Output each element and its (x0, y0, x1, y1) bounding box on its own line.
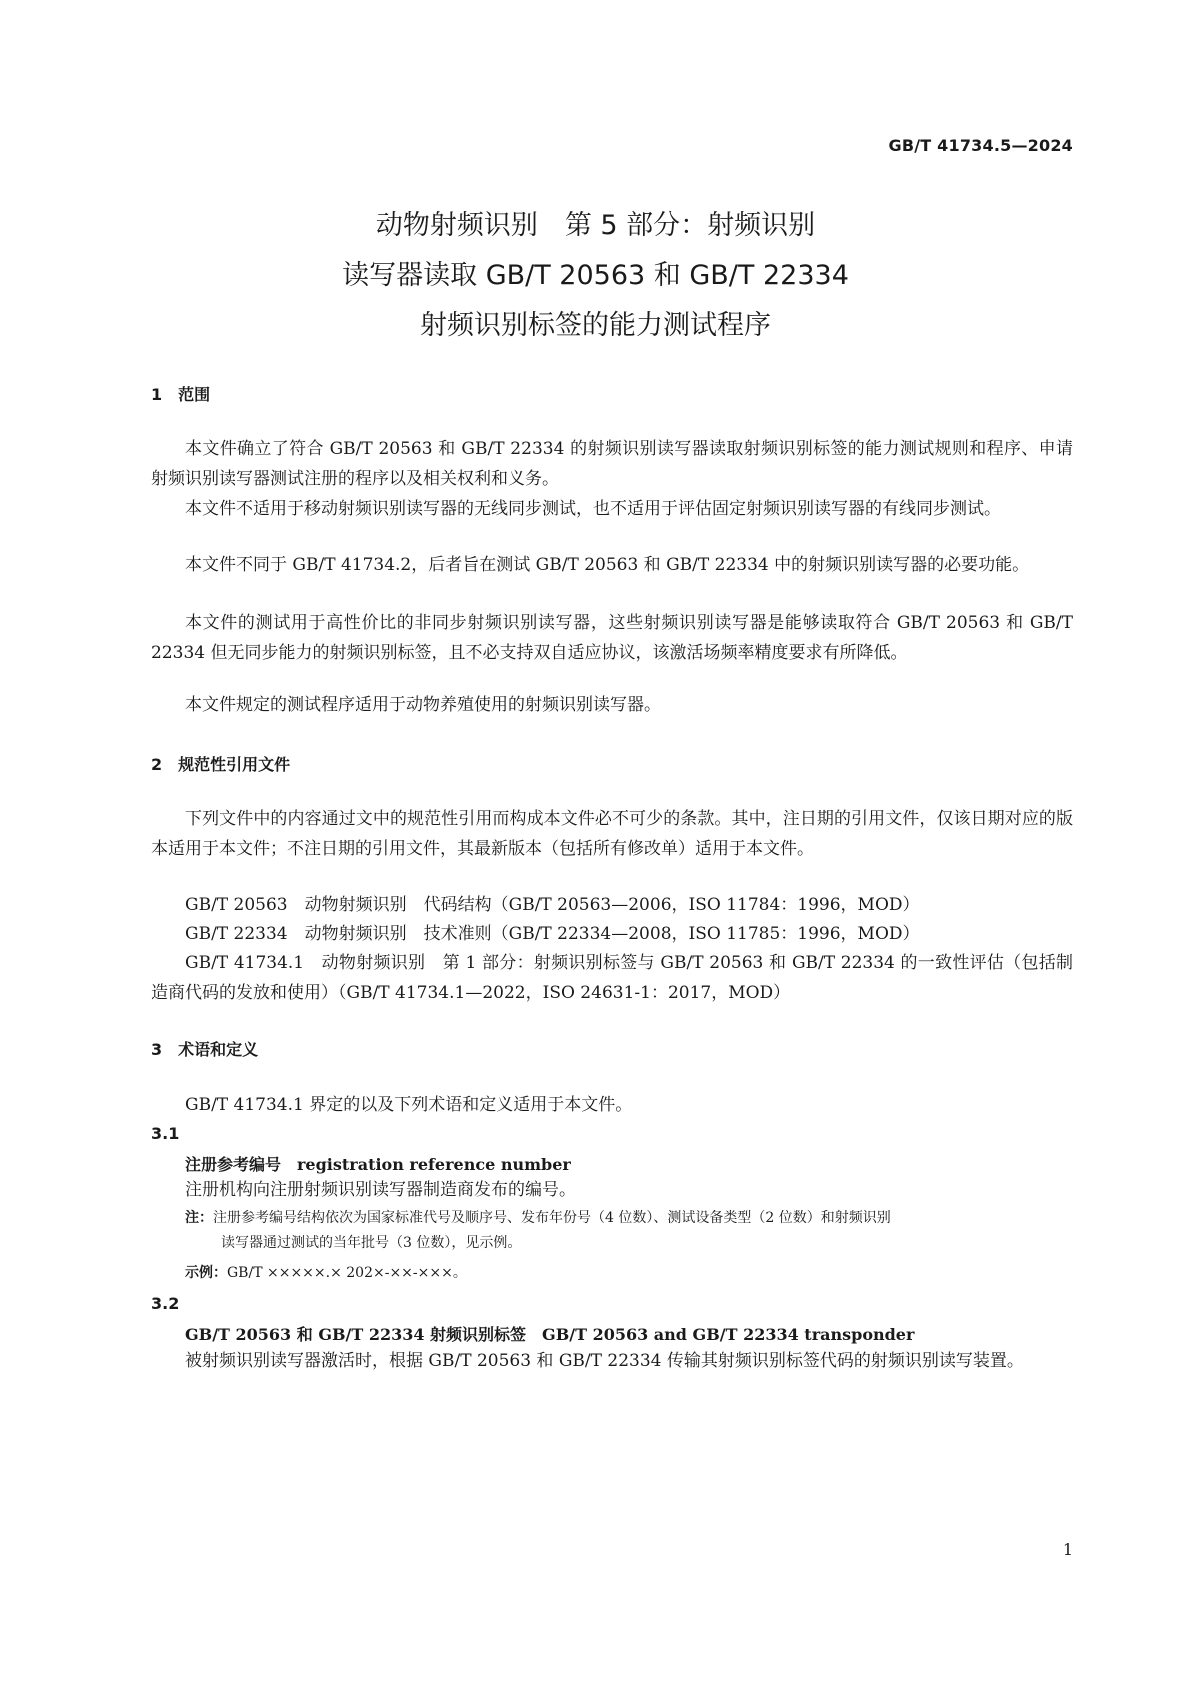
term-3-1-example (185, 1261, 1073, 1286)
normative-reference-2: GB/T 22334 动物射频识别 技术准则（GB/T 22334—2008，ISO 11785：1996，MOD） (185, 924, 920, 944)
term-3-1-number: 3.1 (151, 1124, 180, 1143)
term-3-1-definition: 注册机构向注册射频识别读写器制造商发布的编号。 (185, 1180, 576, 1200)
note-line-1: 注册参考编号结构依次为国家标准代号及顺序号、发布年份号（4 位数）、测试设备类型（2 位数）和射频识别 (213, 1210, 891, 1226)
section-1-paragraph-1: 本文件确立了符合 GB/T 20563 和 GB/T 22334 的射频识别读写器读取射频识别标签的能力测试规则和程序、申请射频识别读写器测试注册的程序以及相关权利和义务。 (151, 439, 1073, 489)
term-3-2-title: GB/T 20563 和 GB/T 22334 射频识别标签 GB/T 20563 and GB/T 22334 transponder (185, 1325, 915, 1344)
standard-code: GB/T 41734.5—2024 (888, 136, 1073, 155)
section-1-paragraph-3: 本文件不同于 GB/T 41734.2，后者旨在测试 GB/T 20563 和 GB/T 22334 中的射频识别读写器的必要功能。 (185, 555, 1030, 575)
term-3-1-note (185, 1206, 1073, 1256)
note-label: 注： (185, 1210, 213, 1226)
section-1-heading: 1 范围 (151, 385, 211, 404)
section-3-intro: GB/T 41734.1 界定的以及下列术语和定义适用于本文件。 (185, 1095, 633, 1115)
section-2-paragraph-1: 下列文件中的内容通过文中的规范性引用而构成本文件必不可少的条款。其中，注日期的引用文件，仅该日期对应的版本适用于本文件；不注日期的引用文件，其最新版本（包括所有修改单）适用于本文件。 (151, 809, 1073, 859)
example-label: 示例： (185, 1265, 227, 1281)
title-line-3: 射频识别标签的能力测试程序 (420, 310, 771, 341)
section-1-paragraph-5: 本文件规定的测试程序适用于动物养殖使用的射频识别读写器。 (185, 695, 661, 715)
section-3-heading: 3 术语和定义 (151, 1040, 259, 1059)
document-title (0, 201, 1191, 351)
title-line-1: 动物射频识别 第 5 部分：射频识别 (375, 210, 816, 241)
section-1-paragraph-2: 本文件不适用于移动射频识别读写器的无线同步测试，也不适用于评估固定射频识别读写器的有线同步测试。 (185, 499, 1001, 519)
term-3-1-title: 注册参考编号 registration reference number (185, 1155, 571, 1174)
term-3-2-definition: 被射频识别读写器激活时，根据 GB/T 20563 和 GB/T 22334 传输其射频识别标签代码的射频识别读写装置。 (185, 1351, 1024, 1371)
normative-reference-1: GB/T 20563 动物射频识别 代码结构（GB/T 20563—2006，ISO 11784：1996，MOD） (185, 895, 920, 915)
section-1-paragraph-4: 本文件的测试用于高性价比的非同步射频识别读写器，这些射频识别读写器是能够读取符合 GB/T 20563 和 GB/T 22334 但无同步能力的射频识别标签，且不必支持双自适应协议，该激活场频率精度要求有所降低。 (151, 613, 1073, 663)
term-3-2-number: 3.2 (151, 1294, 180, 1313)
page-number: 1 (1062, 1540, 1073, 1559)
note-line-2: 读写器通过测试的当年批号（3 位数），见示例。 (221, 1235, 522, 1251)
title-line-2: 读写器读取 GB/T 20563 和 GB/T 22334 (342, 260, 849, 291)
section-2-heading: 2 规范性引用文件 (151, 755, 291, 774)
normative-reference-3: GB/T 41734.1 动物射频识别 第 1 部分：射频识别标签与 GB/T 20563 和 GB/T 22334 的一致性评估（包括制造商代码的发放和使用）（GB/T 41734.1—2022，ISO 24631-1：2017，MOD） (151, 953, 1073, 1003)
example-text: GB/T ×××××.× 202×-××-×××。 (227, 1265, 467, 1281)
